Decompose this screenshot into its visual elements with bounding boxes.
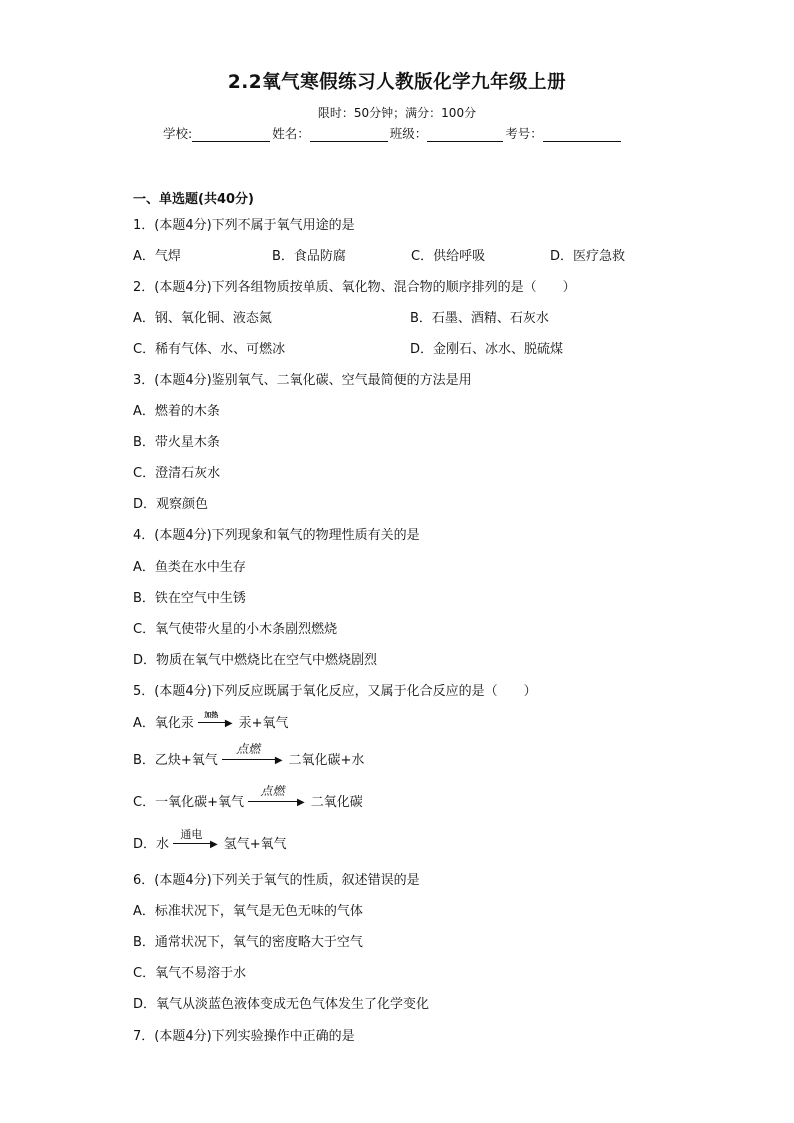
reactant-text: C．一氧化碳+氧气 (133, 795, 244, 810)
question-5-option-b[interactable] (133, 742, 365, 768)
question-6-option-b[interactable]: B．通常状况下，氧气的密度略大于空气 (133, 935, 363, 950)
question-4-stem: 4．(本题4分)下列现象和氧气的物理性质有关的是 (133, 528, 420, 543)
class-label: 班级： (389, 126, 428, 141)
reaction-condition: 点燃 (260, 784, 285, 798)
reactant-text: A．氧化汞 (133, 716, 194, 731)
question-1-option-d[interactable]: D．医疗急救 (550, 249, 626, 264)
class-blank[interactable] (427, 127, 503, 142)
section-title: 一、单选题(共40分) (133, 192, 254, 207)
question-2-option-a[interactable]: A．钢、氧化铜、液态氮 (133, 311, 272, 326)
question-3-option-d[interactable]: D．观察颜色 (133, 497, 209, 512)
question-6-option-a[interactable]: A．标准状况下，氧气是无色无味的气体 (133, 904, 363, 919)
time-score-info: 限时：50分钟；满分：100分 (317, 106, 477, 120)
question-5-option-a[interactable] (133, 712, 289, 731)
question-6-stem: 6．(本题4分)下列关于氧气的性质，叙述错误的是 (133, 873, 420, 888)
question-2-option-c[interactable]: C．稀有气体、水、可燃冰 (133, 342, 286, 357)
question-1-option-a[interactable]: A．气焊 (133, 249, 181, 264)
question-2-stem: 2．(本题4分)下列各组物质按单质、氧化物、混合物的顺序排列的是（ ） (133, 280, 576, 295)
question-2-option-b[interactable]: B．石墨、酒精、石灰水 (410, 311, 549, 326)
question-4-option-c[interactable]: C．氧气使带火星的小木条剧烈燃烧 (133, 622, 338, 637)
question-6-option-c[interactable]: C．氧气不易溶于水 (133, 966, 247, 981)
question-1-option-b[interactable]: B．食品防腐 (272, 249, 346, 264)
reaction-arrow: 通电 ▶ (173, 837, 218, 852)
reaction-condition: 加热 (204, 710, 219, 719)
page-title: 2.2氧气寒假练习人教版化学九年级上册 (227, 72, 567, 93)
reaction-arrow: 点燃 ▶ (248, 795, 305, 810)
question-4-option-d[interactable]: D．物质在氧气中燃烧比在空气中燃烧剧烈 (133, 653, 378, 668)
question-3-option-b[interactable]: B．带火星木条 (133, 435, 220, 450)
product-text: 汞+氧气 (238, 716, 289, 731)
question-3-stem: 3．(本题4分)鉴别氧气、二氧化碳、空气最简便的方法是用 (133, 373, 472, 388)
question-6-option-d[interactable]: D．氧气从淡蓝色液体变成无色气体发生了化学变化 (133, 997, 430, 1012)
question-1-option-c[interactable]: C．供给呼吸 (411, 249, 486, 264)
question-4-option-b[interactable]: B．铁在空气中生锈 (133, 591, 246, 606)
exam-number-label: 考号： (505, 126, 543, 141)
question-3-option-c[interactable]: C．澄清石灰水 (133, 466, 221, 481)
reactant-text: B．乙炔+氧气 (133, 753, 218, 768)
product-text: 氢气+氧气 (223, 837, 287, 852)
reaction-arrow: 点燃 ▶ (222, 753, 283, 768)
question-7-stem: 7．(本题4分)下列实验操作中正确的是 (133, 1029, 355, 1044)
reactant-text: D．水 (133, 837, 170, 852)
school-label: 学校: (163, 126, 193, 141)
exam-number-blank[interactable] (543, 127, 621, 142)
question-3-option-a[interactable]: A．燃着的木条 (133, 404, 220, 419)
reaction-arrow: 加热 ▶ (198, 716, 233, 731)
question-4-option-a[interactable]: A．鱼类在水中生存 (133, 560, 246, 575)
name-blank[interactable] (310, 127, 388, 142)
reaction-condition: 点燃 (236, 742, 261, 756)
student-info-fields (163, 124, 623, 142)
question-5-option-d[interactable] (133, 828, 287, 852)
question-2-option-d[interactable]: D．金刚石、冰水、脱硫煤 (410, 342, 564, 357)
question-5-stem: 5．(本题4分)下列反应既属于氧化反应，又属于化合反应的是（ ） (133, 684, 537, 699)
name-label: 姓名： (272, 126, 310, 141)
reaction-condition: 通电 (180, 828, 203, 841)
product-text: 二氧化碳+水 (288, 753, 365, 768)
question-1-stem: 1．(本题4分)下列不属于氧气用途的是 (133, 218, 355, 233)
product-text: 二氧化碳 (310, 795, 363, 810)
school-blank[interactable] (192, 127, 270, 142)
question-5-option-c[interactable] (133, 784, 363, 810)
